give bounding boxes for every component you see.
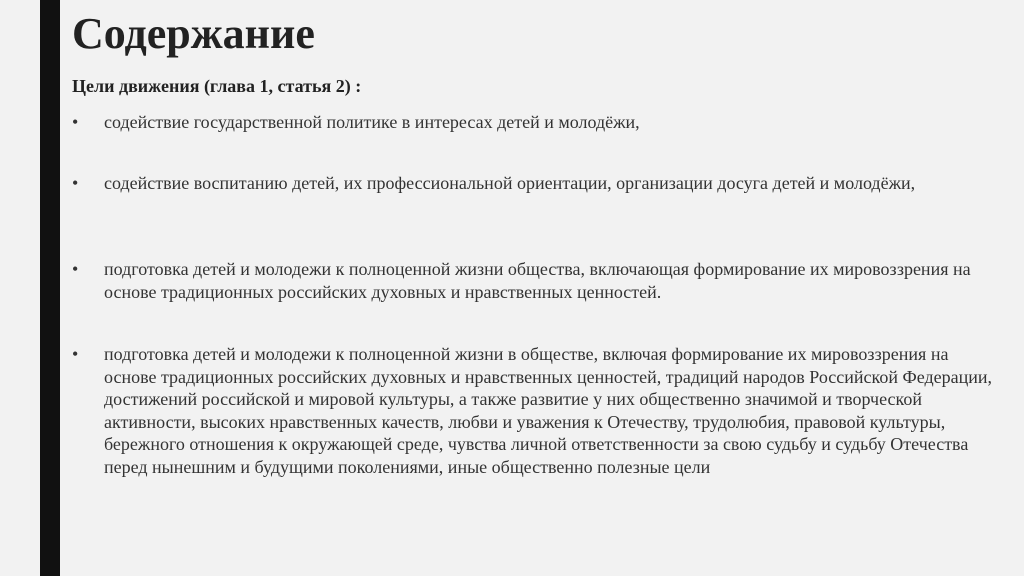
bullet-icon: • <box>72 112 79 132</box>
bullet-icon: • <box>72 173 79 193</box>
goal-text-4: подготовка детей и молодежи к полноценной жизни в обществе, включая формирование их мировоззрения на основе традиционных российских духовных и нравственных ценностей, традиций народов Российской Федерации, достижений российской и мировой культуры, а также развитие у них общественно значимой и творческой активности, высоких нравственных качеств, любви и уважения к Отечеству, трудолюбия, правовой культуры, бережного отношения к окружающей среде, чувства личной ответственности за свою судьбу и судьбу Отечества перед нынешним и будущими поколениями, иные общественно полезные цели <box>104 344 993 477</box>
bullet-icon: • <box>72 259 79 279</box>
bullet-icon: • <box>72 344 79 364</box>
left-accent-bar <box>40 0 60 576</box>
goal-text-3: подготовка детей и молодежи к полноценной жизни общества, включающая формирование их мировоззрения на основе традиционных российских духовных и нравственных ценностей. <box>104 259 971 302</box>
slide-title: Содержание <box>72 9 315 58</box>
goal-text-2: содействие воспитанию детей, их профессиональной ориентации, организации досуга детей и молодёжи, <box>104 173 916 193</box>
slide-subtitle: Цели движения (глава 1, статья 2) : <box>72 76 362 96</box>
goal-text-1: содействие государственной политике в интересах детей и молодёжи, <box>104 112 640 132</box>
